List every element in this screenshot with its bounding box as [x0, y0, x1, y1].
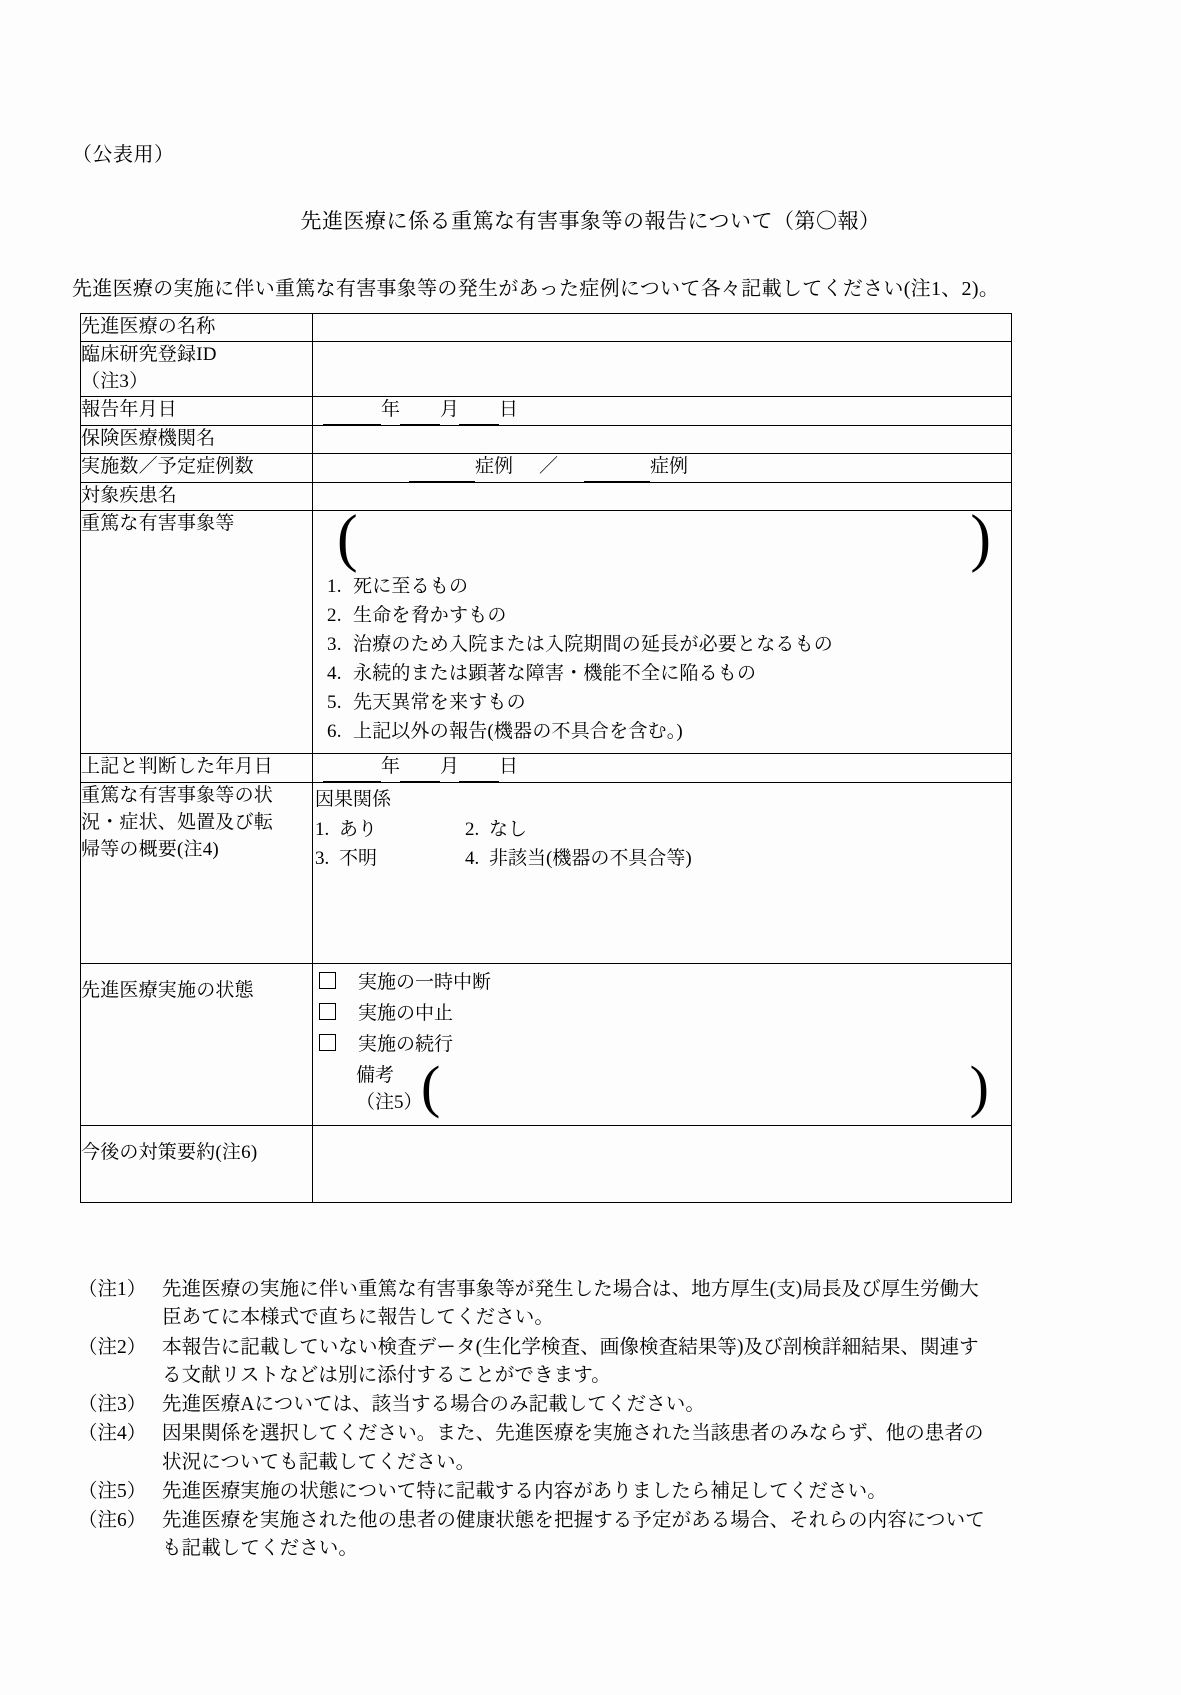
checkbox-label: 実施の一時中断 — [358, 972, 492, 994]
classification-label: （公表用） — [72, 144, 175, 166]
option-text: 上記以外の報告(機器の不具合を含む。) — [353, 720, 683, 742]
footnote-1 — [78, 1276, 1088, 1333]
option-number: 3. — [327, 633, 342, 655]
judged-date-month-input[interactable] — [400, 754, 440, 782]
causal-option-2-text: なし — [489, 818, 528, 840]
list-item[interactable] — [327, 602, 1011, 631]
row-label-summary-line3: 帰等の概要(注4) — [81, 838, 219, 860]
option-text: 生命を脅かすもの — [353, 604, 507, 626]
option-number: 2. — [327, 604, 342, 626]
footnote-2-body — [162, 1334, 1088, 1391]
report-date-month-input[interactable] — [400, 397, 440, 425]
serious-events-entry-bracket[interactable] — [313, 502, 1011, 574]
row-value-summary[interactable] — [313, 782, 1012, 964]
row-label-future-measures: 今後の対策要約(注6) — [81, 1126, 313, 1203]
footnote-4 — [78, 1420, 1088, 1477]
causal-relation-title: 因果関係 — [315, 788, 392, 810]
row-label-disease: 対象疾患名 — [81, 482, 313, 510]
row-value-case-counts[interactable] — [313, 453, 1012, 482]
causal-option-4-number: 4. — [465, 847, 480, 869]
table-row-summary — [81, 782, 1012, 964]
causal-relation-row-1 — [313, 816, 1011, 845]
causal-option-2-number: 2. — [465, 818, 480, 840]
footnote-1-tag: （注1） — [78, 1279, 147, 1300]
footnote-3-body — [162, 1391, 1088, 1419]
bracket-right-glyph: ) — [970, 502, 991, 574]
table-row-future-measures — [81, 1126, 1012, 1203]
report-date-year-suffix: 年 — [381, 398, 401, 420]
table-row-trial-id — [81, 341, 1012, 396]
causal-option-3[interactable] — [315, 846, 465, 873]
footnote-3 — [78, 1391, 1088, 1419]
list-item[interactable] — [327, 660, 1011, 689]
checkbox-label: 実施の続行 — [358, 1034, 454, 1056]
row-value-report-date[interactable] — [313, 396, 1012, 425]
footnote-4-line1: 因果関係を選択してください。また、先進医療を実施された当該患者のみならず、他の患者の — [162, 1423, 984, 1445]
footnote-2-line1: 本報告に記載していない検査データ(生化学検査、画像検査結果等)及び剖検詳細結果、関連す — [162, 1336, 979, 1358]
row-value-institution[interactable] — [313, 425, 1012, 453]
footnote-1-line1: 先進医療の実施に伴い重篤な有害事象等が発生した場合は、地方厚生(支)局長及び厚生労働大 — [162, 1279, 979, 1300]
table-row-judged-date — [81, 753, 1012, 782]
footnote-5 — [78, 1478, 1088, 1506]
planned-count-unit: 症例 — [650, 455, 689, 477]
judged-date-year-input[interactable] — [323, 754, 381, 782]
row-value-disease[interactable] — [313, 482, 1012, 510]
list-item[interactable] — [327, 689, 1011, 718]
remarks-label-line1: 備考 — [356, 1065, 395, 1087]
report-date-day-suffix: 日 — [499, 398, 519, 420]
row-label-name: 先進医療の名称 — [81, 314, 313, 342]
table-row-case-counts — [81, 453, 1012, 482]
row-value-name[interactable] — [313, 314, 1012, 342]
performed-count-input[interactable] — [409, 454, 475, 482]
footnote-6-line2: も記載してください。 — [162, 1538, 359, 1560]
row-label-summary — [81, 782, 313, 964]
checkbox-row-suspend[interactable] — [319, 968, 1011, 999]
judged-date-year-suffix: 年 — [381, 755, 401, 777]
checkbox-icon[interactable] — [319, 1034, 336, 1051]
footnote-4-body — [162, 1420, 1088, 1477]
judged-date-month-suffix: 月 — [440, 755, 460, 777]
option-text: 死に至るもの — [353, 575, 469, 597]
report-form-table — [80, 313, 1012, 1203]
table-row-status — [81, 964, 1012, 1126]
performed-count-unit: 症例 — [475, 455, 514, 477]
checkbox-row-stop[interactable] — [319, 999, 1011, 1030]
row-label-status: 先進医療実施の状態 — [81, 964, 313, 1126]
causal-relation-row-2 — [313, 845, 1011, 874]
status-checkbox-list — [313, 964, 1011, 1061]
option-number: 5. — [327, 691, 342, 713]
list-item[interactable] — [327, 631, 1011, 660]
row-label-trial-id — [81, 341, 313, 396]
causal-option-3-text: 不明 — [339, 847, 378, 869]
remarks-bracket-left-glyph: ( — [421, 1054, 441, 1120]
table-row-report-date — [81, 396, 1012, 425]
causal-option-4-text: 非該当(機器の不具合等) — [489, 847, 692, 869]
row-label-case-counts: 実施数／予定症例数 — [81, 453, 313, 482]
footnote-2-line2: る文献リストなどは別に添付することができます。 — [162, 1364, 611, 1386]
table-row-name — [81, 314, 1012, 342]
row-value-serious-events — [313, 502, 1012, 753]
footnote-2-tag: （注2） — [78, 1336, 147, 1358]
page-title: 先進医療に係る重篤な有害事象等の報告について（第〇報） — [300, 209, 881, 233]
causal-option-1-text: あり — [339, 818, 378, 840]
checkbox-icon[interactable] — [319, 1003, 336, 1020]
option-text: 治療のため入院または入院期間の延長が必要となるもの — [353, 633, 834, 655]
table-row-disease — [81, 482, 1012, 510]
case-count-separator: ／ — [539, 455, 559, 477]
footnote-1-line2: 臣あてに本様式で直ちに報告してください。 — [162, 1307, 555, 1329]
list-item[interactable] — [327, 718, 1011, 747]
row-label-summary-line1: 重篤な有害事象等の状 — [81, 784, 274, 806]
footnote-1-body — [162, 1276, 1088, 1333]
footnote-5-body — [162, 1478, 1088, 1506]
footnote-2 — [78, 1334, 1088, 1391]
table-row-institution — [81, 425, 1012, 453]
footnote-6-tag: （注6） — [78, 1510, 147, 1532]
serious-events-option-list — [313, 573, 1011, 753]
causal-option-1-number: 1. — [315, 818, 330, 840]
list-item[interactable] — [327, 573, 1011, 602]
option-number: 1. — [327, 575, 342, 597]
planned-count-input[interactable] — [584, 454, 650, 482]
remarks-bracket-right-glyph: ) — [969, 1054, 989, 1120]
footnote-3-line1: 先進医療Aについては、該当する場合のみ記載してください。 — [162, 1394, 705, 1416]
footnote-4-tag: （注4） — [78, 1423, 147, 1445]
row-value-status — [313, 964, 1012, 1126]
row-label-report-date: 報告年月日 — [81, 396, 313, 425]
row-label-trial-id-line2: （注3） — [81, 370, 149, 392]
lead-instruction: 先進医療の実施に伴い重篤な有害事象等の発生があった症例について各々記載してください(注1、2)。 — [72, 278, 1000, 300]
footnote-3-tag: （注3） — [78, 1394, 147, 1416]
report-date-month-suffix: 月 — [440, 398, 460, 420]
remarks-label-line2: （注5） — [356, 1092, 423, 1114]
checkbox-icon[interactable] — [319, 972, 336, 989]
option-text: 先天異常を来すもの — [353, 691, 526, 713]
report-date-year-input[interactable] — [323, 397, 381, 425]
causal-option-3-number: 3. — [315, 847, 330, 869]
row-label-institution: 保険医療機関名 — [81, 425, 313, 453]
footnote-4-line2: 状況についても記載してください。 — [162, 1451, 476, 1473]
option-text: 永続的または顕著な障害・機能不全に陥るもの — [353, 662, 757, 684]
row-value-future-measures[interactable] — [313, 1126, 1012, 1203]
footnote-5-tag: （注5） — [78, 1480, 147, 1502]
footnote-6-line1: 先進医療を実施された他の患者の健康状態を把握する予定がある場合、それらの内容について — [162, 1510, 985, 1532]
causal-option-2[interactable] — [465, 819, 527, 840]
row-label-summary-line2: 況・症状、処置及び転 — [81, 811, 274, 833]
bracket-left-glyph: ( — [337, 502, 358, 574]
causal-option-4[interactable] — [465, 848, 692, 869]
footnotes-section — [78, 1276, 1088, 1565]
row-label-judged-date: 上記と判断した年月日 — [81, 753, 313, 782]
report-date-day-input[interactable] — [459, 397, 499, 425]
footnote-5-line1: 先進医療実施の状態について特に記載する内容がありましたら補足してください。 — [162, 1480, 887, 1502]
row-value-judged-date[interactable] — [313, 753, 1012, 782]
remarks-block — [313, 1054, 1011, 1125]
causal-option-1[interactable] — [315, 817, 465, 844]
row-label-trial-id-line1: 臨床研究登録ID — [81, 343, 217, 365]
judged-date-day-input[interactable] — [459, 754, 499, 782]
table-row-serious-events — [81, 510, 1012, 753]
judged-date-day-suffix: 日 — [499, 755, 519, 777]
option-number: 6. — [327, 720, 342, 742]
footnote-6 — [78, 1507, 1088, 1564]
row-value-trial-id[interactable] — [313, 341, 1012, 396]
footnote-6-body — [162, 1507, 1088, 1564]
option-number: 4. — [327, 662, 342, 684]
checkbox-label: 実施の中止 — [358, 1003, 454, 1025]
row-label-serious-events: 重篤な有害事象等 — [81, 510, 313, 753]
